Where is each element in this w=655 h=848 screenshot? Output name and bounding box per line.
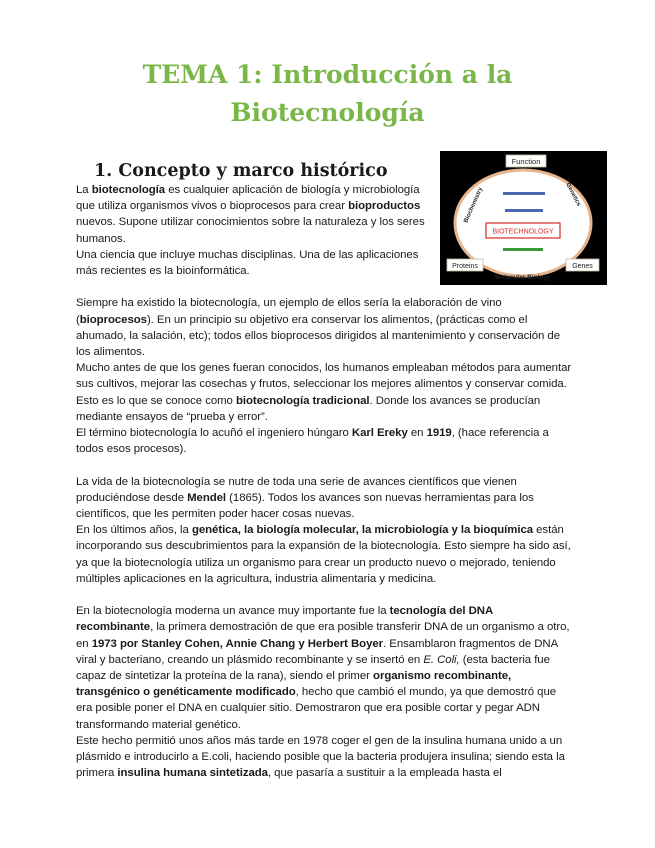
paragraph-9: Este hecho permitió unos años más tarde en 1978 coger el gen de la insulina humana unido a un plásmido e introducirlo a E.coli, haciendo posible que la bacteria produjera insulina; siendo esta la primera insulina humana sintetizada, que pasaría a sustituir a la empleada hasta el xyxy=(76,734,565,780)
molecular-biology-label: Molecular Biology xyxy=(495,274,551,281)
genes-label: Genes xyxy=(572,263,593,270)
section-heading: 1. Concepto y marco histórico xyxy=(94,161,388,181)
page-title xyxy=(40,56,615,132)
paragraph-7: En los últimos años, la genética, la biología molecular, la microbiología y la bioquímica están incorporando sus descubrimientos para la expansión de la biotecnología. Esto siempre ha sido así, ya que la biotecnología utiliza un organismo para crear un producto nuevo o mejorado, teniendo múltiples aplicaciones en la agricultura, industria alimentaria y medicina. xyxy=(76,524,571,585)
biochemistry-label: Biochemistry xyxy=(463,186,485,224)
paragraph-5: El término biotecnología lo acuñó el ingeniero húngaro Karl Ereky en 1919, (hace referencia a todos esos procesos). xyxy=(76,427,549,456)
paragraph-6: La vida de la biotecnología se nutre de toda una serie de avances científicos que vienen produciéndose desde Mendel (1865). Todos los avances son nuevas herramientas para los científicos, que les permiten poder hacer cosas nuevas. xyxy=(76,475,534,521)
biotechnology-core-label: BIOTECHNOLOGY xyxy=(492,228,554,236)
paragraph-3: Siempre ha existido la biotecnología, un ejemplo de ellos sería la elaboración de vino (bioprocesos). En un principio su objetivo era conservar los alimentos, (prácticas como el ahumado, la salación, etc); todos ellos bioprocesos dirigidos al mantenimiento y conservación de los alimentos. xyxy=(76,297,561,359)
function-label: Function xyxy=(511,157,541,166)
genetics-label: Genetics xyxy=(564,182,582,208)
paragraph-2: Una ciencia que incluye muchas disciplinas. Una de las aplicaciones más recientes es la bioinformática. xyxy=(76,248,419,278)
page-title-line-2: Biotecnología xyxy=(230,98,425,127)
paragraph-8: En la biotecnología moderna un avance muy importante fue la tecnología del DNA recombinante, la primera demostración de que era posible transferir DNA de un organismo a otro, en 1973 por Stanley Cohen, Annie Chang y Herbert Boyer. Ensamblaron fragmentos de DNA viral y bacteriano, creando un plásmido recombinante y se insertó en E. Coli, (esta bacteria fue capaz de sintetizar la proteína de la rana), siendo el primer organismo recombinante, transgénico o genéticamente modificado, hecho que cambió el mundo, ya que demostró que era posible poner el DNA en cualquier sitio. Demostraron que era posible cortar y pegar ADN transformando material genético. xyxy=(76,605,570,731)
body-text xyxy=(76,182,572,781)
page-title-line-1: TEMA 1: Introducción a la xyxy=(142,60,513,89)
proteins-label: Proteins xyxy=(452,263,478,270)
paragraph-1: La biotecnología es cualquier aplicación de biología y microbiología que utiliza organismos vivos o bioprocesos para crear bioproductos nuevos. Supone utilizar conocimientos sobre la naturaleza y los seres humanos. xyxy=(76,184,425,245)
paragraph-4: Mucho antes de que los genes fueran conocidos, los humanos empleaban métodos para aumentar sus cultivos, mejorar las cosechas y frutos, seleccionar los mejores alimentos y conservar comida. Esto es lo que se conoce como biotecnología tradicional. Donde los avances se producían mediante ensayos de “prueba y error”. xyxy=(76,362,572,423)
